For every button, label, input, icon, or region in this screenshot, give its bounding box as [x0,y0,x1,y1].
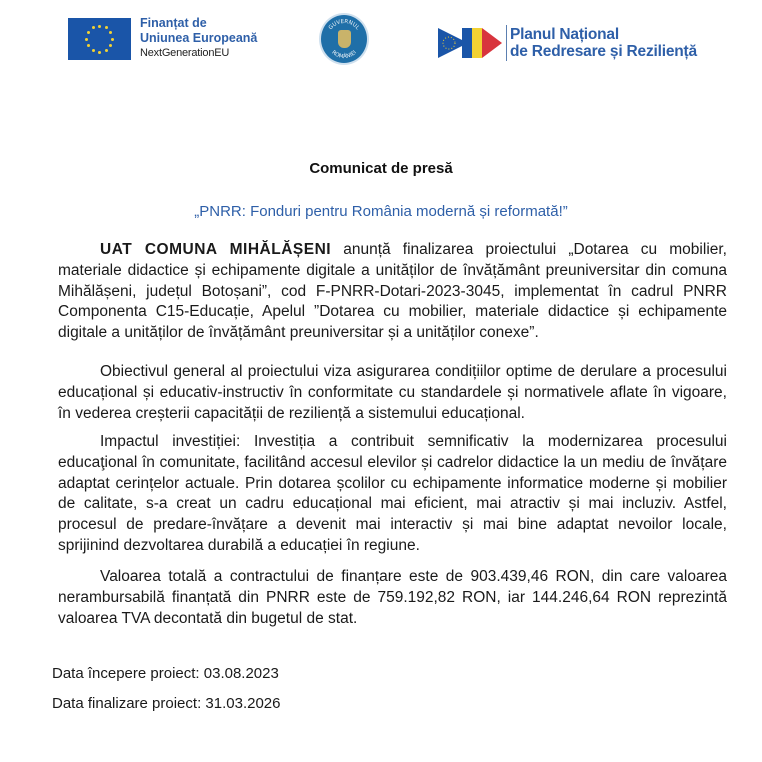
romanian-government-seal-icon [319,13,369,65]
eu-star-icon [98,51,101,54]
paragraph-objective [58,362,727,424]
coat-of-arms-icon [338,30,351,48]
pnrr-arrows-icon [438,28,502,58]
eu-flag-icon [68,18,131,60]
paragraph-announcement [58,240,727,344]
eu-funding-logo [68,16,257,61]
eu-star-icon [92,49,95,52]
page-title: Comunicat de presă [309,160,453,177]
eu-star-icon [111,38,114,41]
funding-text: Valoarea totală a contractului de finanțare este de 903.439,46 RON, din care valoarea nerambursabilă finanțată din PNRR este de 759.192,82 RON, iar 144.246,64 RON reprezintă valoarea TVA decontată din bugetul de stat. [58,568,727,627]
eu-star-icon [109,31,112,34]
start-date [52,665,279,682]
eu-logo-text [140,16,257,61]
announcement-text: anunță finalizarea proiectului „Dotarea cu mobilier, materiale didactice și echipamente digitale a unităților de învățământ preuniversitar din comuna Mihălășeni, județul Botoșani”, cod F-PNRR-Dotari-2023-3045, implementat în cadrul PNRR Componenta C15-Educație, Apelul ”Dotarea cu mobilier, materiale didactice și echipamente digitale a unităților de învățământ preuniversitar și a unităților conexe”. [58,241,727,342]
start-date-label: Data începere proiect: [52,665,204,682]
impact-text: Impactul investiției: Investiția a contribuit semnificativ la modernizarea procesului educaţional în comunitate, facilitând accesul elevilor și cadrelor didactice la un mediu de învățare adaptat cerințelor actuale. Prin dotarea școlilor cu echipamente informatice moderne și mobilier de calitate, s-a creat un cadru educațional mai eficient, mai atractiv și mai incluziv. Astfel, procesul de predare-învățare a devenit mai interactiv și mai bine adaptat nevoilor locale, sprijinind dezvoltarea durabilă a educației în regiune. [58,433,727,554]
organization-name: UAT COMUNA MIHĂLĂȘENI [100,241,332,258]
end-date-value: 31.03.2026 [205,695,281,712]
eu-star-icon [105,26,108,29]
seal-text-bottom: ROMÂNIEI [330,49,358,61]
eu-star-icon [85,38,88,41]
slogan: „PNRR: Fonduri pentru România modernă și reformată!” [194,203,568,220]
eu-logo-line1: Finanțat de [140,16,207,30]
paragraph-funding [58,567,727,629]
eu-star-icon [92,26,95,29]
pnrr-logo-line1: Planul Național [510,26,619,43]
paragraph-impact [58,432,727,557]
eu-star-icon [98,25,101,28]
pnrr-logo [438,25,697,61]
start-date-value: 03.08.2023 [203,665,279,682]
logo-header [0,0,762,80]
pnrr-logo-line2: de Redresare și Reziliență [510,43,697,60]
end-date [52,695,280,712]
end-date-label: Data finalizare proiect: [52,695,206,712]
pnrr-logo-text [510,26,697,60]
eu-star-icon [87,31,90,34]
eu-logo-line2: Uniunea Europeană [140,31,258,45]
pnrr-separator [506,25,507,61]
eu-star-icon [109,44,112,47]
eu-star-icon [87,44,90,47]
eu-logo-line3: NextGenerationEU [140,47,230,59]
objective-text: Obiectivul general al proiectului viza asigurarea condițiilor optime de derulare a procesului educațional și educativ-instructiv în conformitate cu standardele și normativele aflate în vigoare, în vederea creșterii capacității de reziliență a sistemului educațional. [58,363,727,422]
seal-text-top: GUVERNUL [327,18,361,32]
eu-star-icon [105,49,108,52]
